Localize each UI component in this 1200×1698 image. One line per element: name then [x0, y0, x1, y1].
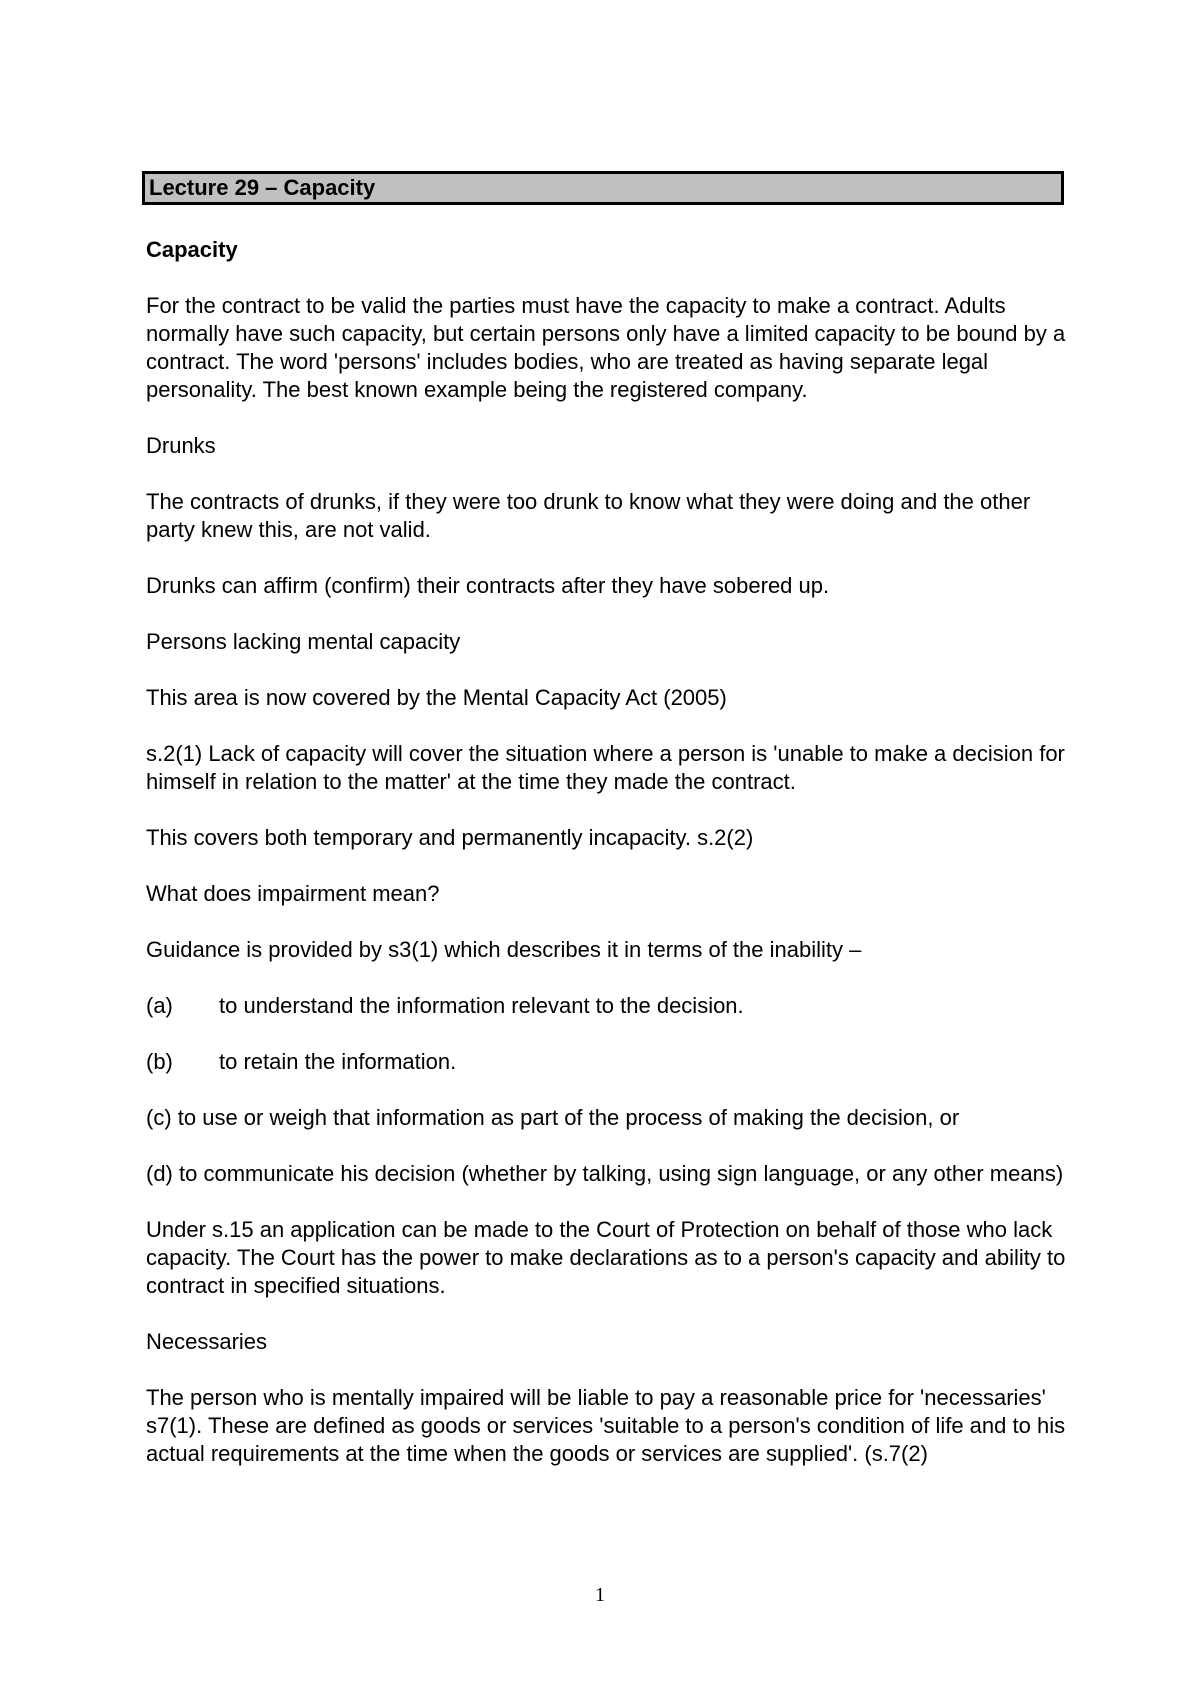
necessaries-paragraph-1: The person who is mentally impaired will be liable to pay a reasonable price for 'necessaries' s7(1). These are defined as goods or services 'suitable to a person's condition of life and to his actual requirements at the time when the goods or services are supplied'. (s.7(2)	[146, 1385, 1066, 1466]
list-item-b	[146, 1048, 1066, 1076]
list-item-d: (d) to communicate his decision (whether by talking, using sign language, or any other means)	[146, 1161, 1064, 1186]
drunks-paragraph-2: Drunks can affirm (confirm) their contracts after they have sobered up.	[146, 573, 830, 598]
mental-capacity-heading: Persons lacking mental capacity	[146, 629, 461, 654]
mental-paragraph-4: What does impairment mean?	[146, 881, 440, 906]
page-number: 1	[595, 1584, 605, 1606]
mental-paragraph-2: s.2(1) Lack of capacity will cover the situation where a person is 'unable to make a decision for himself in relation to the matter' at the time they made the contract.	[146, 741, 1065, 794]
drunks-heading: Drunks	[146, 433, 216, 458]
intro-paragraph: For the contract to be valid the parties must have the capacity to make a contract. Adults normally have such capacity, but certain persons only have a limited capacity to be bound by a contract. The word 'persons' includes bodies, who are treated as having separate legal personality. The best known example being the registered company.	[146, 293, 1066, 402]
mental-paragraph-6: Under s.15 an application can be made to the Court of Protection on behalf of those who lack capacity. The Court has the power to make declarations as to a person's capacity and ability to contract in specified situations.	[146, 1217, 1066, 1298]
necessaries-heading: Necessaries	[146, 1329, 268, 1354]
lecture-title: Lecture 29 – Capacity	[142, 171, 1064, 205]
list-item-label: (b)	[146, 1049, 173, 1074]
mental-paragraph-1: This area is now covered by the Mental Capacity Act (2005)	[146, 685, 727, 710]
list-item-c: (c) to use or weigh that information as part of the process of making the decision, or	[146, 1105, 960, 1130]
list-item-label: (a)	[146, 993, 173, 1018]
list-item-a	[146, 992, 1066, 1020]
section-heading: Capacity	[146, 237, 238, 262]
document-body	[146, 236, 1066, 1496]
drunks-paragraph-1: The contracts of drunks, if they were too drunk to know what they were doing and the other party knew this, are not valid.	[146, 489, 1031, 542]
list-item-text: to retain the information.	[219, 1049, 457, 1074]
mental-paragraph-5: Guidance is provided by s3(1) which describes it in terms of the inability –	[146, 937, 862, 962]
mental-paragraph-3: This covers both temporary and permanently incapacity. s.2(2)	[146, 825, 754, 850]
list-item-text: to understand the information relevant to the decision.	[219, 993, 744, 1018]
